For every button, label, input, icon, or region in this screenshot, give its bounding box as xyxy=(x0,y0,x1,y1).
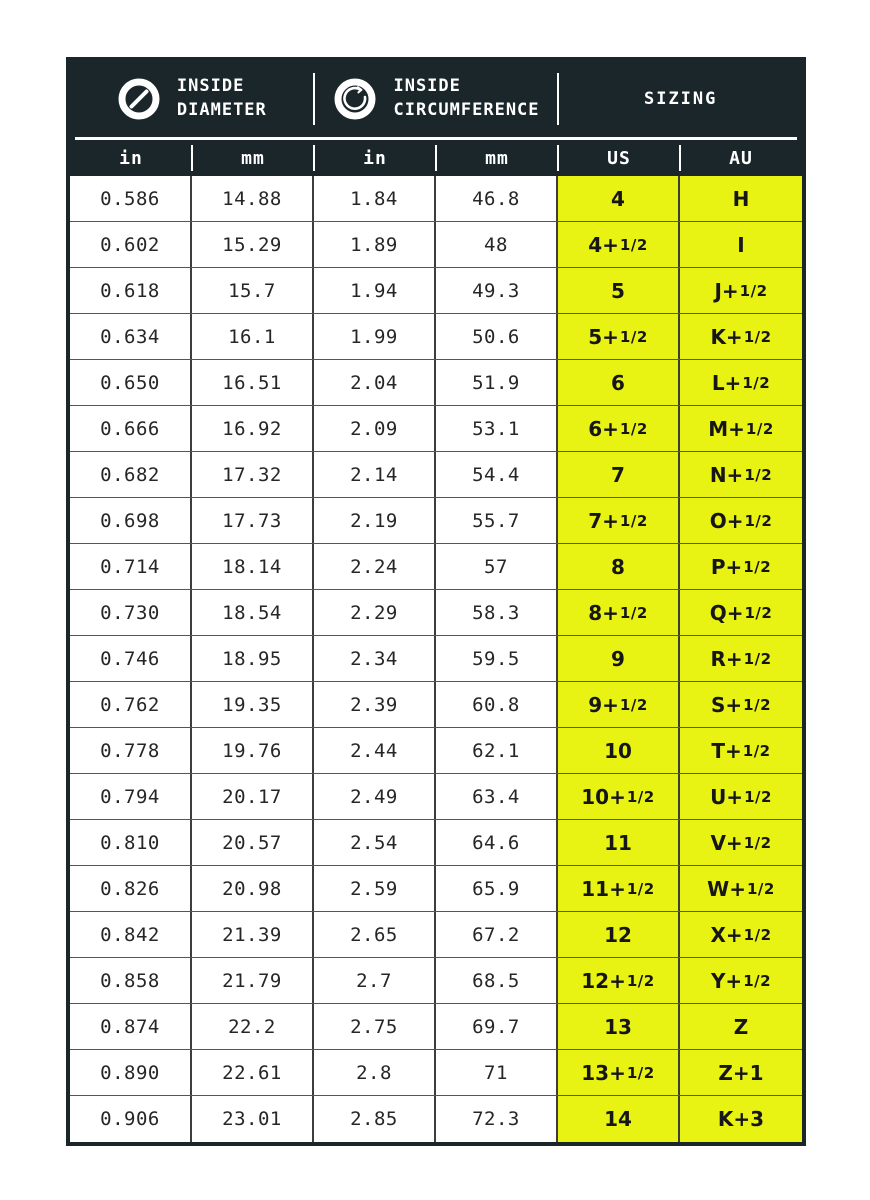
table-row xyxy=(70,406,802,452)
table-row xyxy=(70,176,802,222)
diameter-in-cell: 0.794 xyxy=(70,774,192,819)
table-row xyxy=(70,774,802,820)
circumference-in-cell: 2.24 xyxy=(314,544,436,589)
circumference-mm-cell: 51.9 xyxy=(436,360,558,405)
circumference-in-cell: 2.34 xyxy=(314,636,436,681)
au-size-cell: Z xyxy=(680,1004,802,1049)
diameter-in-cell: 0.730 xyxy=(70,590,192,635)
au-size-cell: M+ 1/2 xyxy=(680,406,802,451)
subheader-row xyxy=(70,140,802,176)
au-size-cell: J+ 1/2 xyxy=(680,268,802,313)
au-size-cell: T+ 1/2 xyxy=(680,728,802,773)
circumference-in-cell: 2.75 xyxy=(314,1004,436,1049)
diameter-in-cell: 0.618 xyxy=(70,268,192,313)
table-row xyxy=(70,682,802,728)
diameter-mm-cell: 22.61 xyxy=(192,1050,314,1095)
au-size-cell: L+ 1/2 xyxy=(680,360,802,405)
diameter-mm-cell: 17.32 xyxy=(192,452,314,497)
diameter-mm-cell: 15.29 xyxy=(192,222,314,267)
subheader-diameter-mm: mm xyxy=(192,140,314,176)
us-size-cell: 7 xyxy=(558,452,680,497)
au-size-cell: Z+1 xyxy=(680,1050,802,1095)
ring-size-table xyxy=(66,57,806,1146)
diameter-mm-cell: 16.51 xyxy=(192,360,314,405)
header-group-row xyxy=(70,61,802,137)
table-row xyxy=(70,360,802,406)
circumference-in-cell: 2.44 xyxy=(314,728,436,773)
diameter-mm-cell: 21.79 xyxy=(192,958,314,1003)
circumference-in-cell: 2.7 xyxy=(314,958,436,1003)
us-size-cell: 4 xyxy=(558,176,680,221)
table-row xyxy=(70,590,802,636)
circumference-mm-cell: 59.5 xyxy=(436,636,558,681)
us-size-cell: 12 xyxy=(558,912,680,957)
diameter-mm-cell: 19.76 xyxy=(192,728,314,773)
circumference-in-cell: 2.65 xyxy=(314,912,436,957)
circumference-in-cell: 2.39 xyxy=(314,682,436,727)
subheader-diameter-in: in xyxy=(70,140,192,176)
circumference-mm-cell: 69.7 xyxy=(436,1004,558,1049)
au-size-cell: O+ 1/2 xyxy=(680,498,802,543)
diameter-in-cell: 0.858 xyxy=(70,958,192,1003)
circumference-in-cell: 2.19 xyxy=(314,498,436,543)
us-size-cell: 6 xyxy=(558,360,680,405)
circumference-mm-cell: 62.1 xyxy=(436,728,558,773)
au-size-cell: Q+ 1/2 xyxy=(680,590,802,635)
diameter-in-cell: 0.810 xyxy=(70,820,192,865)
circumference-in-cell: 2.49 xyxy=(314,774,436,819)
diameter-in-cell: 0.826 xyxy=(70,866,192,911)
circumference-mm-cell: 67.2 xyxy=(436,912,558,957)
subheader-us-size: US xyxy=(558,140,680,176)
diameter-mm-cell: 16.1 xyxy=(192,314,314,359)
circumference-mm-cell: 68.5 xyxy=(436,958,558,1003)
us-size-cell: 10 xyxy=(558,728,680,773)
diameter-in-cell: 0.586 xyxy=(70,176,192,221)
us-size-cell: 6+ 1/2 xyxy=(558,406,680,451)
table-row xyxy=(70,912,802,958)
table-row xyxy=(70,452,802,498)
diameter-in-cell: 0.778 xyxy=(70,728,192,773)
us-size-cell: 8+ 1/2 xyxy=(558,590,680,635)
circumference-mm-cell: 57 xyxy=(436,544,558,589)
diameter-in-cell: 0.874 xyxy=(70,1004,192,1049)
diameter-in-cell: 0.634 xyxy=(70,314,192,359)
subheader-circumference-mm: mm xyxy=(436,140,558,176)
circumference-mm-cell: 50.6 xyxy=(436,314,558,359)
table-row xyxy=(70,222,802,268)
table-row xyxy=(70,268,802,314)
us-size-cell: 8 xyxy=(558,544,680,589)
us-size-cell: 5 xyxy=(558,268,680,313)
header-label-inside-circumference: INSIDE CIRCUMFERENCE xyxy=(393,76,540,120)
diameter-in-cell: 0.666 xyxy=(70,406,192,451)
table-row xyxy=(70,866,802,912)
table-row xyxy=(70,544,802,590)
diameter-in-cell: 0.746 xyxy=(70,636,192,681)
au-size-cell: K+3 xyxy=(680,1096,802,1142)
circumference-mm-cell: 63.4 xyxy=(436,774,558,819)
header-label-sizing: SIZING xyxy=(643,89,718,109)
us-size-cell: 14 xyxy=(558,1096,680,1142)
diameter-mm-cell: 18.95 xyxy=(192,636,314,681)
circumference-mm-cell: 55.7 xyxy=(436,498,558,543)
au-size-cell: W+ 1/2 xyxy=(680,866,802,911)
au-size-cell: X+ 1/2 xyxy=(680,912,802,957)
table-row xyxy=(70,498,802,544)
circumference-in-cell: 1.89 xyxy=(314,222,436,267)
circumference-mm-cell: 71 xyxy=(436,1050,558,1095)
au-size-cell: V+ 1/2 xyxy=(680,820,802,865)
table-row xyxy=(70,728,802,774)
header-group-inside-circumference xyxy=(315,61,558,137)
circumference-mm-cell: 54.4 xyxy=(436,452,558,497)
diameter-mm-cell: 20.57 xyxy=(192,820,314,865)
diameter-mm-cell: 17.73 xyxy=(192,498,314,543)
au-size-cell: Y+ 1/2 xyxy=(680,958,802,1003)
diameter-mm-cell: 20.98 xyxy=(192,866,314,911)
header-label-inside-diameter: INSIDE DIAMETER xyxy=(176,76,267,120)
circumference-mm-cell: 48 xyxy=(436,222,558,267)
au-size-cell: S+ 1/2 xyxy=(680,682,802,727)
us-size-cell: 13 xyxy=(558,1004,680,1049)
circumference-mm-cell: 72.3 xyxy=(436,1096,558,1142)
table-body xyxy=(70,176,802,1142)
circumference-icon xyxy=(332,76,378,122)
diameter-mm-cell: 18.54 xyxy=(192,590,314,635)
circumference-mm-cell: 60.8 xyxy=(436,682,558,727)
table-row xyxy=(70,958,802,1004)
us-size-cell: 13+ 1/2 xyxy=(558,1050,680,1095)
table-row xyxy=(70,820,802,866)
diameter-mm-cell: 15.7 xyxy=(192,268,314,313)
diameter-mm-cell: 22.2 xyxy=(192,1004,314,1049)
diameter-mm-cell: 14.88 xyxy=(192,176,314,221)
circumference-in-cell: 2.14 xyxy=(314,452,436,497)
table-row xyxy=(70,314,802,360)
circumference-mm-cell: 46.8 xyxy=(436,176,558,221)
diameter-in-cell: 0.842 xyxy=(70,912,192,957)
circumference-in-cell: 2.85 xyxy=(314,1096,436,1142)
table-row xyxy=(70,1096,802,1142)
us-size-cell: 11+ 1/2 xyxy=(558,866,680,911)
diameter-in-cell: 0.698 xyxy=(70,498,192,543)
circumference-in-cell: 2.04 xyxy=(314,360,436,405)
subheader-au-size: AU xyxy=(729,147,753,169)
circumference-in-cell: 2.09 xyxy=(314,406,436,451)
diameter-mm-cell: 18.14 xyxy=(192,544,314,589)
diameter-in-cell: 0.602 xyxy=(70,222,192,267)
table-header xyxy=(70,61,802,176)
table-row xyxy=(70,1050,802,1096)
us-size-cell: 7+ 1/2 xyxy=(558,498,680,543)
us-size-cell: 11 xyxy=(558,820,680,865)
circumference-mm-cell: 58.3 xyxy=(436,590,558,635)
us-size-cell: 10+ 1/2 xyxy=(558,774,680,819)
circumference-in-cell: 2.29 xyxy=(314,590,436,635)
circumference-in-cell: 1.94 xyxy=(314,268,436,313)
us-size-cell: 5+ 1/2 xyxy=(558,314,680,359)
diameter-mm-cell: 23.01 xyxy=(192,1096,314,1142)
diameter-mm-cell: 16.92 xyxy=(192,406,314,451)
circumference-mm-cell: 49.3 xyxy=(436,268,558,313)
diameter-mm-cell: 20.17 xyxy=(192,774,314,819)
au-size-cell: U+ 1/2 xyxy=(680,774,802,819)
au-size-cell: R+ 1/2 xyxy=(680,636,802,681)
au-size-cell: P+ 1/2 xyxy=(680,544,802,589)
diameter-mm-cell: 21.39 xyxy=(192,912,314,957)
diameter-in-cell: 0.762 xyxy=(70,682,192,727)
circumference-in-cell: 2.54 xyxy=(314,820,436,865)
diameter-icon xyxy=(116,76,162,122)
us-size-cell: 4+ 1/2 xyxy=(558,222,680,267)
circumference-in-cell: 2.59 xyxy=(314,866,436,911)
subheader-circumference-in: in xyxy=(314,140,436,176)
table-row xyxy=(70,636,802,682)
diameter-mm-cell: 19.35 xyxy=(192,682,314,727)
au-size-cell: I xyxy=(680,222,802,267)
header-group-inside-diameter xyxy=(70,61,313,137)
circumference-mm-cell: 53.1 xyxy=(436,406,558,451)
au-size-cell: H xyxy=(680,176,802,221)
circumference-in-cell: 1.99 xyxy=(314,314,436,359)
diameter-in-cell: 0.714 xyxy=(70,544,192,589)
au-size-cell: N+ 1/2 xyxy=(680,452,802,497)
circumference-mm-cell: 64.6 xyxy=(436,820,558,865)
au-size-cell: K+ 1/2 xyxy=(680,314,802,359)
diameter-in-cell: 0.682 xyxy=(70,452,192,497)
us-size-cell: 9+ 1/2 xyxy=(558,682,680,727)
us-size-cell: 12+ 1/2 xyxy=(558,958,680,1003)
circumference-in-cell: 2.8 xyxy=(314,1050,436,1095)
circumference-mm-cell: 65.9 xyxy=(436,866,558,911)
circumference-in-cell: 1.84 xyxy=(314,176,436,221)
table-row xyxy=(70,1004,802,1050)
us-size-cell: 9 xyxy=(558,636,680,681)
header-group-sizing xyxy=(559,61,802,137)
diameter-in-cell: 0.650 xyxy=(70,360,192,405)
diameter-in-cell: 0.890 xyxy=(70,1050,192,1095)
diameter-in-cell: 0.906 xyxy=(70,1096,192,1142)
